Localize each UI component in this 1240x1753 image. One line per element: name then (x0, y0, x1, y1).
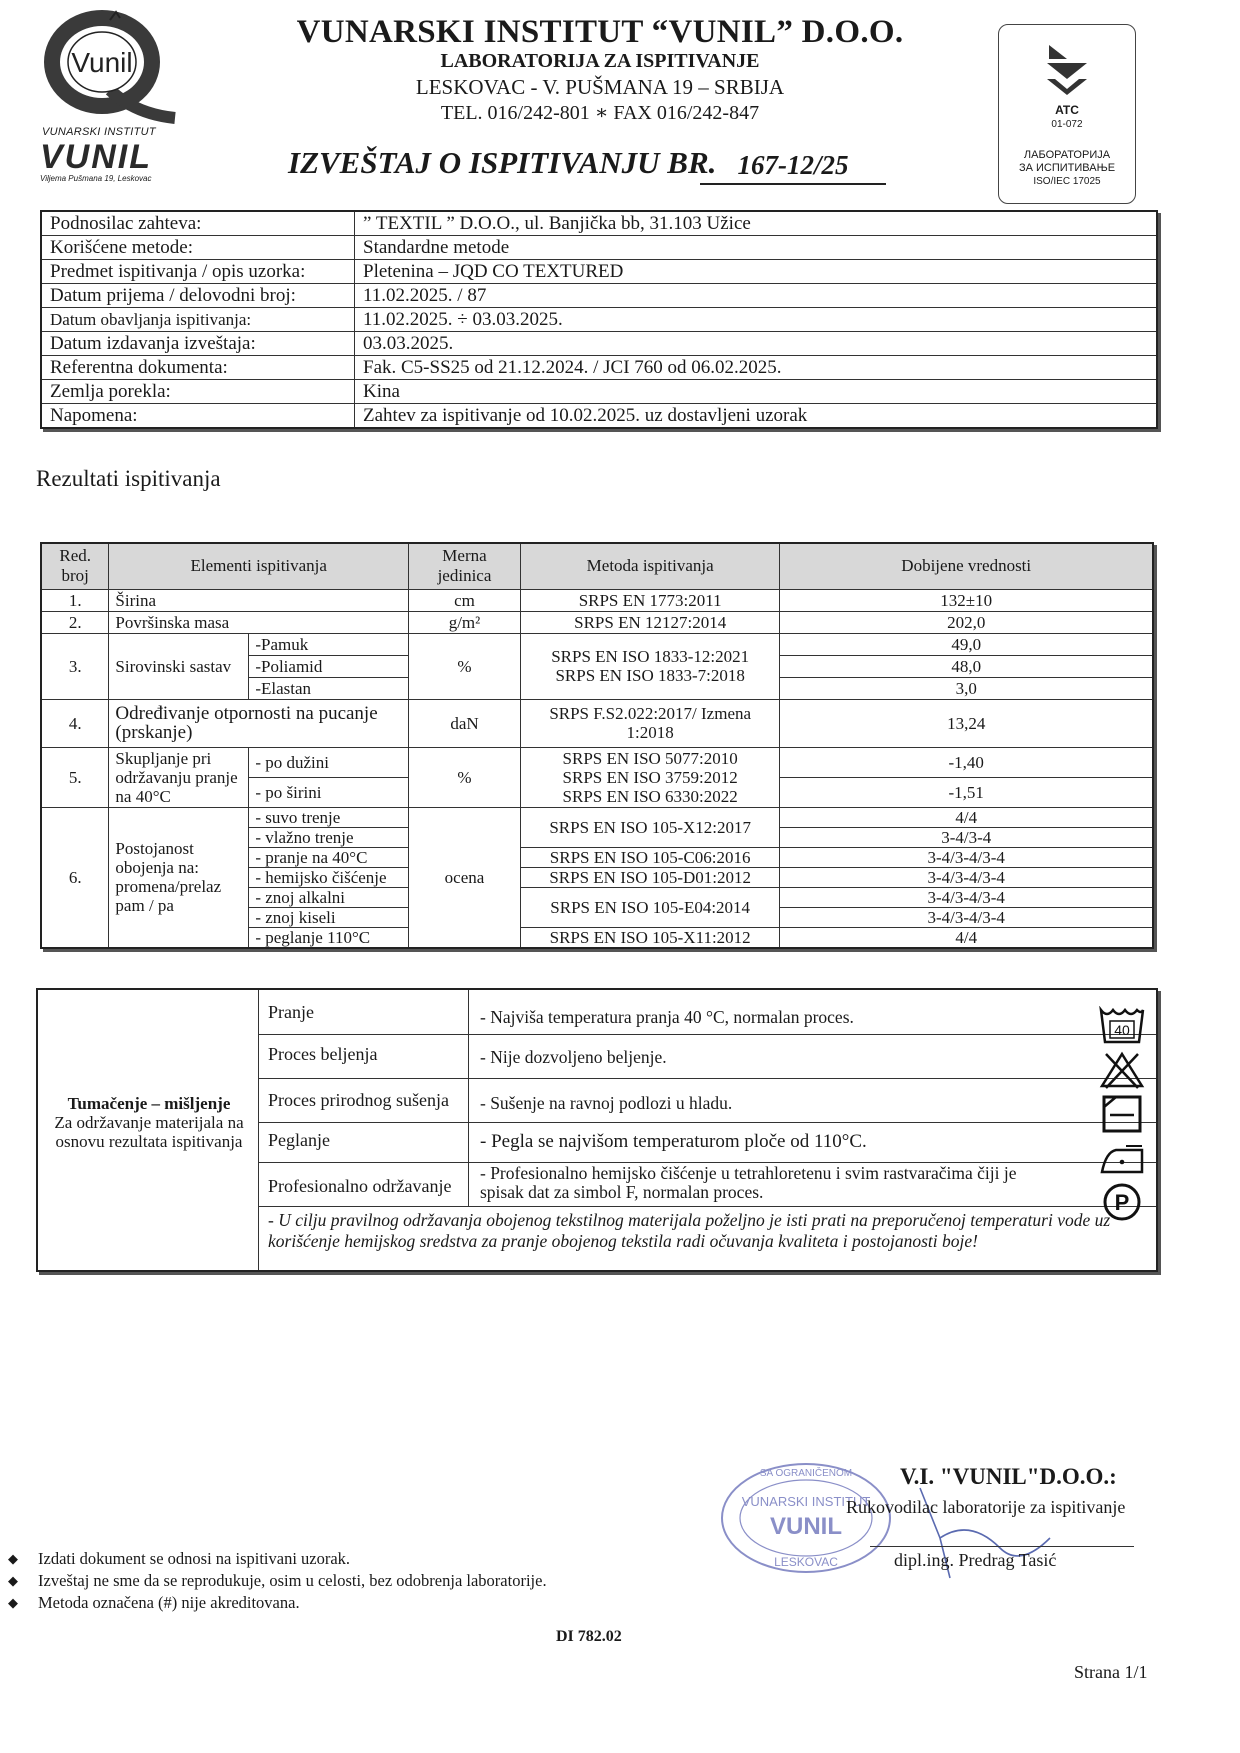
interpretation-text: Za održavanje materijala na osnovu rezultata ispitivanja (54, 1113, 244, 1151)
institute-stamp-icon (716, 1458, 896, 1578)
interpretation-box (36, 988, 1158, 1272)
stamp-center: VUNIL (770, 1513, 842, 1540)
row-value: 202,0 (780, 611, 1153, 633)
row-sub-element: - vlažno trenje (249, 827, 409, 847)
institute-phone: TEL. 016/242-801 ∗ FAX 016/242-847 (440, 102, 760, 124)
row-sub-element: - suvo trenje (249, 807, 409, 827)
row-value: 49,0 (780, 633, 1153, 655)
row-sub-element: - znoj alkalni (249, 887, 409, 907)
vunil-logo (36, 6, 186, 182)
interpretation-title: Tumačenje – mišljenje (67, 1094, 231, 1113)
info-value: 11.02.2025. ÷ 03.03.2025. (355, 308, 1158, 332)
care-label: Pranje (268, 1002, 314, 1022)
row-value: 13,24 (780, 699, 1153, 747)
care-value: - Pegla se najvišom temperaturom ploče od 110°C. (480, 1131, 867, 1152)
atc-line-2: ЗА ИСПИТИВАЊЕ (1018, 162, 1116, 174)
logo-subtitle: VUNARSKI INSTITUT (42, 126, 156, 138)
info-label: Datum prijema / delovodni broj: (41, 284, 355, 308)
bullet-icon: ◆ (8, 1573, 18, 1588)
info-label: Predmet ispitivanja / opis uzorka: (41, 260, 355, 284)
atc-line-3: ISO/IEC 17025 (1033, 176, 1101, 187)
signature-line (870, 1546, 1134, 1547)
logo-address: Viljema Pušmana 19, Leskovac (40, 174, 152, 183)
row-sub-element: -Pamuk (249, 633, 409, 655)
row-unit: % (409, 633, 521, 699)
care-symbols (1092, 1006, 1152, 1226)
note-text: Metoda označena (#) nije akreditovana. (38, 1593, 300, 1612)
institute-address: LESKOVAC - V. PUŠMANA 19 – SRBIJA (415, 75, 785, 99)
accreditation-badge (998, 24, 1136, 204)
care-row-washing (258, 990, 1156, 1035)
stamp-ring-bottom: LESKOVAC (774, 1555, 838, 1569)
dry-clean-letter: P (1114, 1190, 1130, 1215)
row-value: 3-4/3-4/3-4 (780, 847, 1153, 867)
row-element: Određivanje otpornosti na pucanje (prskanje) (109, 699, 409, 747)
info-row (41, 380, 1157, 404)
info-label: Napomena: (41, 404, 355, 429)
row-value: 4/4 (780, 927, 1153, 948)
info-label: Podnosilac zahteva: (41, 211, 355, 236)
document-id: DI 782.02 (556, 1628, 622, 1645)
atc-code: ATC (1055, 103, 1079, 117)
care-row-drying (258, 1078, 1156, 1123)
info-row (41, 404, 1157, 429)
row-element: Površinska masa (109, 611, 409, 633)
table-row (41, 633, 1153, 655)
list-item (8, 1592, 547, 1614)
row-value: -1,51 (780, 777, 1153, 807)
header-method: Metoda ispitivanja (520, 543, 780, 589)
row-unit: % (409, 747, 521, 807)
info-label: Datum izdavanja izveštaja: (41, 332, 355, 356)
care-row-bleaching (258, 1034, 1156, 1079)
header-no: Red. broj (41, 543, 109, 589)
care-value: - Nije dozvoljeno beljenje. (480, 1047, 667, 1067)
report-label: IZVEŠTAJ O ISPITIVANJU BR. (288, 145, 717, 180)
info-value: Kina (355, 380, 1158, 404)
row-method: SRPS EN 1773:2011 (520, 589, 780, 611)
row-unit: daN (409, 699, 521, 747)
row-sub-element: - hemijsko čišćenje (249, 867, 409, 887)
row-sub-element: - pranje na 40°C (249, 847, 409, 867)
row-element: Sirovinski sastav (109, 633, 249, 699)
table-row (41, 589, 1153, 611)
footer-notes (8, 1548, 547, 1614)
row-unit: ocena (409, 807, 521, 948)
care-row-professional (258, 1162, 1156, 1207)
row-number: 4. (41, 699, 109, 747)
info-row (41, 332, 1157, 356)
iron-low-icon (1098, 1138, 1146, 1178)
row-value: 48,0 (780, 655, 1153, 677)
row-element: Širina (109, 589, 409, 611)
page-number: Strana 1/1 (1074, 1662, 1148, 1682)
request-info-table (40, 210, 1158, 429)
stamp-text: VUNARSKI INSTITUT (741, 1494, 871, 1509)
stamp-ring-top: SA OGRANIČENOM (759, 1468, 853, 1479)
row-value: 132±10 (780, 589, 1153, 611)
handwritten-signature-icon (880, 1478, 1110, 1588)
row-method: SRPS EN ISO 105-X11:2012 (520, 927, 780, 948)
row-method (520, 633, 780, 699)
list-item (8, 1570, 547, 1592)
row-number: 6. (41, 807, 109, 948)
info-label: Korišćene metode: (41, 236, 355, 260)
row-element: Postojanost obojenja na: promena/prelaz pam / pa (109, 807, 249, 948)
lab-name: LABORATORIJA ZA ISPITIVANJE (440, 50, 760, 72)
info-value: Zahtev za ispitivanje od 10.02.2025. uz dostavljeni uzorak (355, 404, 1158, 429)
note-text: Izveštaj ne sme da se reprodukuje, osim u celosti, bez odobrenja laboratorije. (38, 1571, 547, 1590)
info-row (41, 260, 1157, 284)
institute-title: VUNARSKI INSTITUT “VUNIL” D.O.O. (296, 14, 904, 50)
no-bleach-icon (1098, 1050, 1146, 1090)
row-sub-element: - znoj kiseli (249, 907, 409, 927)
care-recommendation-note: - U cilju pravilnog održavanja obojenog tekstilnog materijala poželjno je isti prati na preporučenoj temperaturi vode uz korišćenje hemijskog sredstva za pranje obojenog tekstila radi očuvanja kvaliteta i postojanosti boje! (268, 1210, 1111, 1251)
note-text: Izdati dokument se odnosi na ispitivani uzorak. (38, 1549, 351, 1568)
method-line: SRPS EN ISO 5077:2010 (562, 748, 738, 768)
signature-company: V.I. "VUNIL"D.O.O.: (900, 1464, 1117, 1489)
row-number: 1. (41, 589, 109, 611)
row-value: 3,0 (780, 677, 1153, 699)
row-sub-element: - po dužini (249, 747, 409, 777)
bullet-icon: ◆ (8, 1595, 18, 1610)
row-number: 5. (41, 747, 109, 807)
bullet-icon: ◆ (8, 1551, 18, 1566)
row-sub-element: -Elastan (249, 677, 409, 699)
method-line: SRPS EN ISO 1833-12:2021 (551, 647, 750, 666)
row-value: 3-4/3-4/3-4 (780, 907, 1153, 927)
table-row (41, 699, 1153, 747)
atc-number: 01-072 (1051, 119, 1083, 130)
table-row (41, 747, 1153, 777)
care-label: Peglanje (268, 1130, 330, 1150)
report-number: 167-12/25 (700, 150, 886, 185)
row-method: SRPS EN 12127:2014 (520, 611, 780, 633)
atc-logo-icon (1039, 39, 1095, 99)
row-value: 3-4/3-4/3-4 (780, 887, 1153, 907)
method-line: SRPS EN ISO 3759:2012 (562, 767, 738, 787)
care-value: - Najviša temperatura pranja 40 °C, normalan proces. (480, 1007, 854, 1027)
info-row (41, 236, 1157, 260)
info-row (41, 356, 1157, 380)
row-sub-element: - po širini (249, 777, 409, 807)
logo-mark-text: Vunil (71, 47, 133, 78)
info-value: 11.02.2025. / 87 (355, 284, 1158, 308)
row-method: SRPS EN ISO 105-D01:2012 (520, 867, 780, 887)
row-value: 3-4/3-4/3-4 (780, 867, 1153, 887)
wash-temp: 40 (1114, 1022, 1130, 1038)
flat-dry-shade-icon (1098, 1094, 1146, 1134)
row-method: SRPS EN ISO 105-C06:2016 (520, 847, 780, 867)
test-results-table (40, 542, 1154, 949)
row-method: SRPS EN ISO 105-X12:2017 (520, 807, 780, 847)
care-row-ironing (258, 1122, 1156, 1163)
row-method: SRPS F.S2.022:2017/ Izmena 1:2018 (520, 699, 780, 747)
row-method (520, 747, 780, 807)
logo-wordmark: VUNIL (40, 138, 152, 176)
care-label: Proces beljenja (268, 1044, 378, 1064)
info-label: Zemlja porekla: (41, 380, 355, 404)
method-line: SRPS EN ISO 1833-7:2018 (555, 666, 745, 685)
care-label: Proces prirodnog sušenja (268, 1090, 449, 1110)
atc-line-1: ЛАБОРАТОРИЈА (1023, 149, 1111, 161)
info-value: 03.03.2025. (355, 332, 1158, 356)
row-number: 3. (41, 633, 109, 699)
results-section-title: Rezultati ispitivanja (36, 466, 221, 491)
row-value: 3-4/3-4 (780, 827, 1153, 847)
interpretation-label-cell (38, 990, 259, 1270)
row-method: SRPS EN ISO 105-E04:2014 (520, 887, 780, 927)
header-value: Dobijene vrednosti (780, 543, 1153, 589)
info-row (41, 211, 1157, 236)
header-element: Elementi ispitivanja (109, 543, 409, 589)
header-unit: Merna jedinica (409, 543, 521, 589)
care-value: - Sušenje na ravnoj podlozi u hladu. (480, 1093, 733, 1113)
info-label: Datum obavljanja ispitivanja: (41, 308, 355, 332)
table-row (41, 807, 1153, 827)
info-label: Referentna dokumenta: (41, 356, 355, 380)
vunil-q-emblem-icon (40, 6, 180, 126)
info-value: Standardne metode (355, 236, 1158, 260)
wash-40-icon (1098, 1006, 1146, 1046)
care-value: - Profesionalno hemijsko čišćenje u tetrahloretenu i svim rastvaračima čiji je spisak dat za simbol F, normalan proces. (480, 1163, 1017, 1202)
info-value: Pletenina – JQD CO TEXTURED (355, 260, 1158, 284)
signature-name: dipl.ing. Predrag Tasić (894, 1550, 1057, 1570)
row-value: 4/4 (780, 807, 1153, 827)
row-sub-element: - peglanje 110°C (249, 927, 409, 948)
list-item (8, 1548, 547, 1570)
info-value: ” TEXTIL ” D.O.O., ul. Banjička bb, 31.103 Užice (355, 211, 1158, 236)
table-row (41, 611, 1153, 633)
info-row (41, 308, 1157, 332)
info-value: Fak. C5-SS25 od 21.12.2024. / JCI 760 od 06.02.2025. (355, 356, 1158, 380)
row-unit: g/m² (409, 611, 521, 633)
method-line: SRPS EN ISO 6330:2022 (562, 786, 738, 806)
results-header-row (41, 543, 1153, 589)
row-sub-element: -Poliamid (249, 655, 409, 677)
row-element: Skupljanje pri održavanju pranje na 40°C (109, 747, 249, 807)
info-row (41, 284, 1157, 308)
care-label: Profesionalno održavanje (268, 1176, 452, 1196)
row-number: 2. (41, 611, 109, 633)
row-unit: cm (409, 589, 521, 611)
row-value: -1,40 (780, 747, 1153, 777)
signature-role: Rukovodilac laboratorije za ispitivanje (846, 1497, 1126, 1517)
